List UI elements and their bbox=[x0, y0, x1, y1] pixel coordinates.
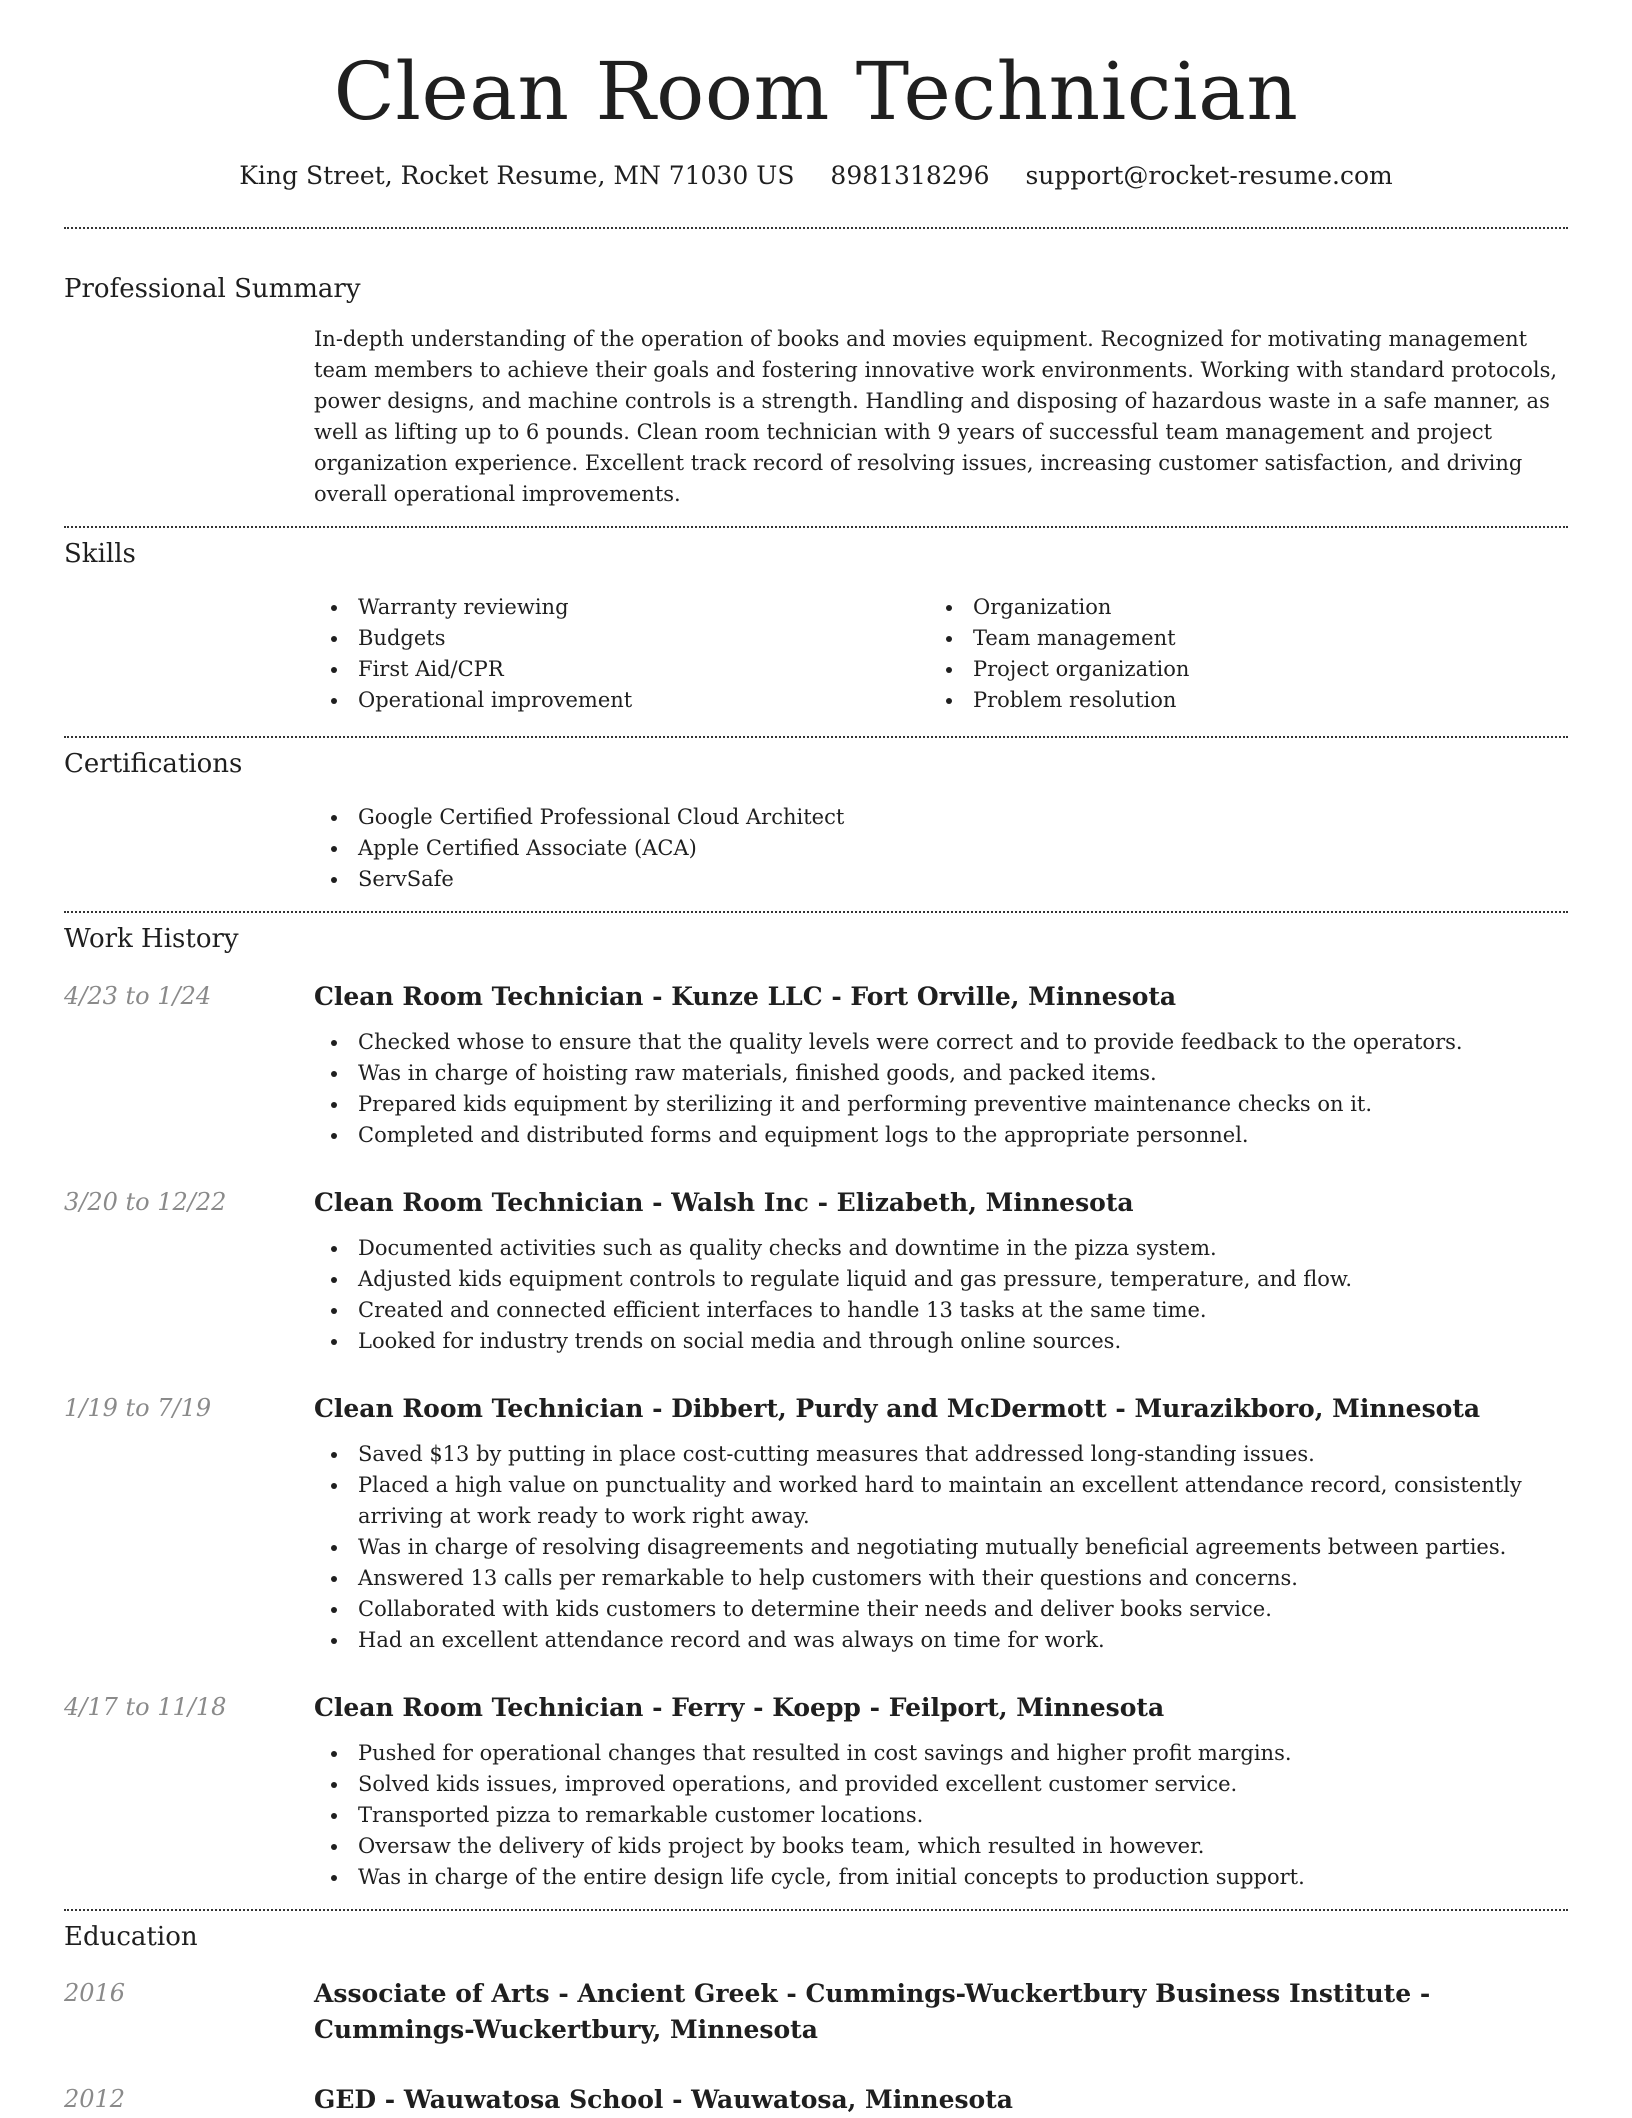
bullet-icon bbox=[331, 605, 337, 611]
list-item: Collaborated with kids customers to determine their needs and deliver books service. bbox=[314, 1594, 1568, 1625]
bullet-icon bbox=[331, 1483, 337, 1489]
list-item: Google Certified Professional Cloud Architect bbox=[314, 802, 1568, 833]
list-item: Checked whose to ensure that the quality levels were correct and to provide feedback to the operators. bbox=[314, 1027, 1568, 1058]
bullet-icon bbox=[331, 1071, 337, 1077]
list-item: Warranty reviewing bbox=[314, 592, 929, 623]
bullet-icon bbox=[331, 1277, 337, 1283]
list-item: Transported pizza to remarkable customer locations. bbox=[314, 1800, 1568, 1831]
skills-column-1 bbox=[314, 592, 929, 716]
bullet-icon bbox=[331, 1813, 337, 1819]
list-item: Had an excellent attendance record and was always on time for work. bbox=[314, 1625, 1568, 1656]
work-history-section bbox=[64, 913, 1568, 1893]
education-title-line: Associate of Arts - Ancient Greek - Cummings-Wuckertbury Business Institute - Cummings-Wuckertbury, Minnesota bbox=[314, 1979, 1431, 2045]
list-item: Saved $13 by putting in place cost-cutting measures that addressed long-standing issues. bbox=[314, 1439, 1568, 1470]
contact-phone: 8981318296 bbox=[830, 161, 990, 190]
bullet-icon bbox=[946, 698, 952, 704]
certifications-title: Certifications bbox=[64, 749, 243, 780]
list-item: Solved kids issues, improved operations, and provided excellent customer service. bbox=[314, 1769, 1568, 1800]
job-date: 3/20 to 12/22 bbox=[64, 1187, 227, 1216]
skills-title: Skills bbox=[64, 539, 136, 570]
bullet-icon bbox=[331, 1638, 337, 1644]
bullet-icon bbox=[331, 1040, 337, 1046]
contact-address: King Street, Rocket Resume, MN 71030 US bbox=[239, 161, 795, 190]
skills-column-2 bbox=[929, 592, 1544, 716]
job-date: 4/23 to 1/24 bbox=[64, 981, 212, 1010]
list-item: Apple Certified Associate (ACA) bbox=[314, 833, 1568, 864]
job-title: Clean Room Technician - Walsh Inc - Elizabeth, Minnesota bbox=[314, 1187, 1134, 1217]
list-item: Problem resolution bbox=[929, 685, 1544, 716]
list-item: Prepared kids equipment by sterilizing it and performing preventive maintenance checks on it. bbox=[314, 1089, 1568, 1120]
bullet-icon bbox=[946, 667, 952, 673]
list-item: Was in charge of hoisting raw materials, finished goods, and packed items. bbox=[314, 1058, 1568, 1089]
list-item: Placed a high value on punctuality and worked hard to maintain an excellent attendance record, consistently arriving at work ready to work right away. bbox=[314, 1470, 1568, 1532]
bullet-icon bbox=[331, 667, 337, 673]
list-item: Looked for industry trends on social media and through online sources. bbox=[314, 1326, 1568, 1357]
resume-name: Clean Room Technician bbox=[333, 45, 1299, 138]
bullet-icon bbox=[331, 877, 337, 883]
work-history-title: Work History bbox=[64, 923, 239, 954]
bullet-icon bbox=[946, 605, 952, 611]
bullet-icon bbox=[331, 1545, 337, 1551]
list-item: Answered 13 calls per remarkable to help customers with their questions and concerns. bbox=[314, 1563, 1568, 1594]
education-section bbox=[64, 1911, 1568, 2118]
list-item: Adjusted kids equipment controls to regulate liquid and gas pressure, temperature, and flow. bbox=[314, 1264, 1568, 1295]
job-date: 4/17 to 11/18 bbox=[64, 1692, 227, 1721]
summary-section bbox=[64, 229, 1568, 511]
list-item: Created and connected efficient interfaces to handle 13 tasks at the same time. bbox=[314, 1295, 1568, 1326]
education-entry bbox=[64, 1976, 1568, 2048]
bullet-icon bbox=[331, 1607, 337, 1613]
contact-line bbox=[64, 160, 1568, 193]
bullet-icon bbox=[331, 1102, 337, 1108]
summary-text: In-depth understanding of the operation of books and movies equipment. Recognized for motivating management team members to achieve their goals and fostering innovative work environments. Working with standard protocols, power designs, and machine controls is a strength. Handling and disposing of hazardous waste in a safe manner, as well as lifting up to 6 pounds. Clean room technician with 9 years of successful team management and project organization experience. Excellent track record of resolving issues, increasing customer satisfaction, and driving overall operational improvements. bbox=[314, 327, 1558, 507]
job-entry bbox=[64, 1185, 1568, 1357]
bullet-icon bbox=[331, 1751, 337, 1757]
bullet-icon bbox=[331, 1782, 337, 1788]
list-item: Was in charge of resolving disagreements and negotiating mutually beneficial agreements between parties. bbox=[314, 1532, 1568, 1563]
list-item: Was in charge of the entire design life cycle, from initial concepts to production support. bbox=[314, 1862, 1568, 1893]
bullet-icon bbox=[331, 1576, 337, 1582]
bullet-icon bbox=[331, 1844, 337, 1850]
bullet-icon bbox=[331, 1339, 337, 1345]
list-item: Pushed for operational changes that resulted in cost savings and higher profit margins. bbox=[314, 1738, 1568, 1769]
bullet-icon bbox=[331, 1875, 337, 1881]
job-date: 1/19 to 7/19 bbox=[64, 1393, 212, 1422]
bullet-icon bbox=[331, 636, 337, 642]
contact-email: support@rocket-resume.com bbox=[1025, 161, 1393, 190]
summary-title: Professional Summary bbox=[64, 273, 361, 304]
list-item: Completed and distributed forms and equipment logs to the appropriate personnel. bbox=[314, 1120, 1568, 1151]
list-item: Team management bbox=[929, 623, 1544, 654]
list-item: Documented activities such as quality checks and downtime in the pizza system. bbox=[314, 1233, 1568, 1264]
job-title: Clean Room Technician - Ferry - Koepp - Feilport, Minnesota bbox=[314, 1692, 1165, 1722]
job-entry bbox=[64, 979, 1568, 1151]
list-item: Operational improvement bbox=[314, 685, 929, 716]
bullet-icon bbox=[331, 1133, 337, 1139]
education-date: 2012 bbox=[64, 2085, 126, 2114]
list-item: ServSafe bbox=[314, 864, 1568, 895]
list-item: Oversaw the delivery of kids project by books team, which resulted in however. bbox=[314, 1831, 1568, 1862]
list-item: Project organization bbox=[929, 654, 1544, 685]
certifications-section bbox=[64, 738, 1568, 895]
list-item: Organization bbox=[929, 592, 1544, 623]
bullet-icon bbox=[331, 698, 337, 704]
education-title: Education bbox=[64, 1921, 198, 1952]
education-entry bbox=[64, 2082, 1568, 2118]
job-title: Clean Room Technician - Dibbert, Purdy and McDermott - Murazikboro, Minnesota bbox=[314, 1393, 1481, 1423]
skills-section bbox=[64, 528, 1568, 716]
job-entry bbox=[64, 1391, 1568, 1656]
job-title: Clean Room Technician - Kunze LLC - Fort Orville, Minnesota bbox=[314, 981, 1177, 1011]
bullet-icon bbox=[331, 1452, 337, 1458]
list-item: First Aid/CPR bbox=[314, 654, 929, 685]
job-entry bbox=[64, 1690, 1568, 1893]
list-item: Budgets bbox=[314, 623, 929, 654]
education-date: 2016 bbox=[64, 1979, 126, 2008]
bullet-icon bbox=[946, 636, 952, 642]
bullet-icon bbox=[331, 1308, 337, 1314]
bullet-icon bbox=[331, 815, 337, 821]
education-title-line: GED - Wauwatosa School - Wauwatosa, Minnesota bbox=[314, 2085, 1013, 2115]
bullet-icon bbox=[331, 1246, 337, 1252]
bullet-icon bbox=[331, 846, 337, 852]
